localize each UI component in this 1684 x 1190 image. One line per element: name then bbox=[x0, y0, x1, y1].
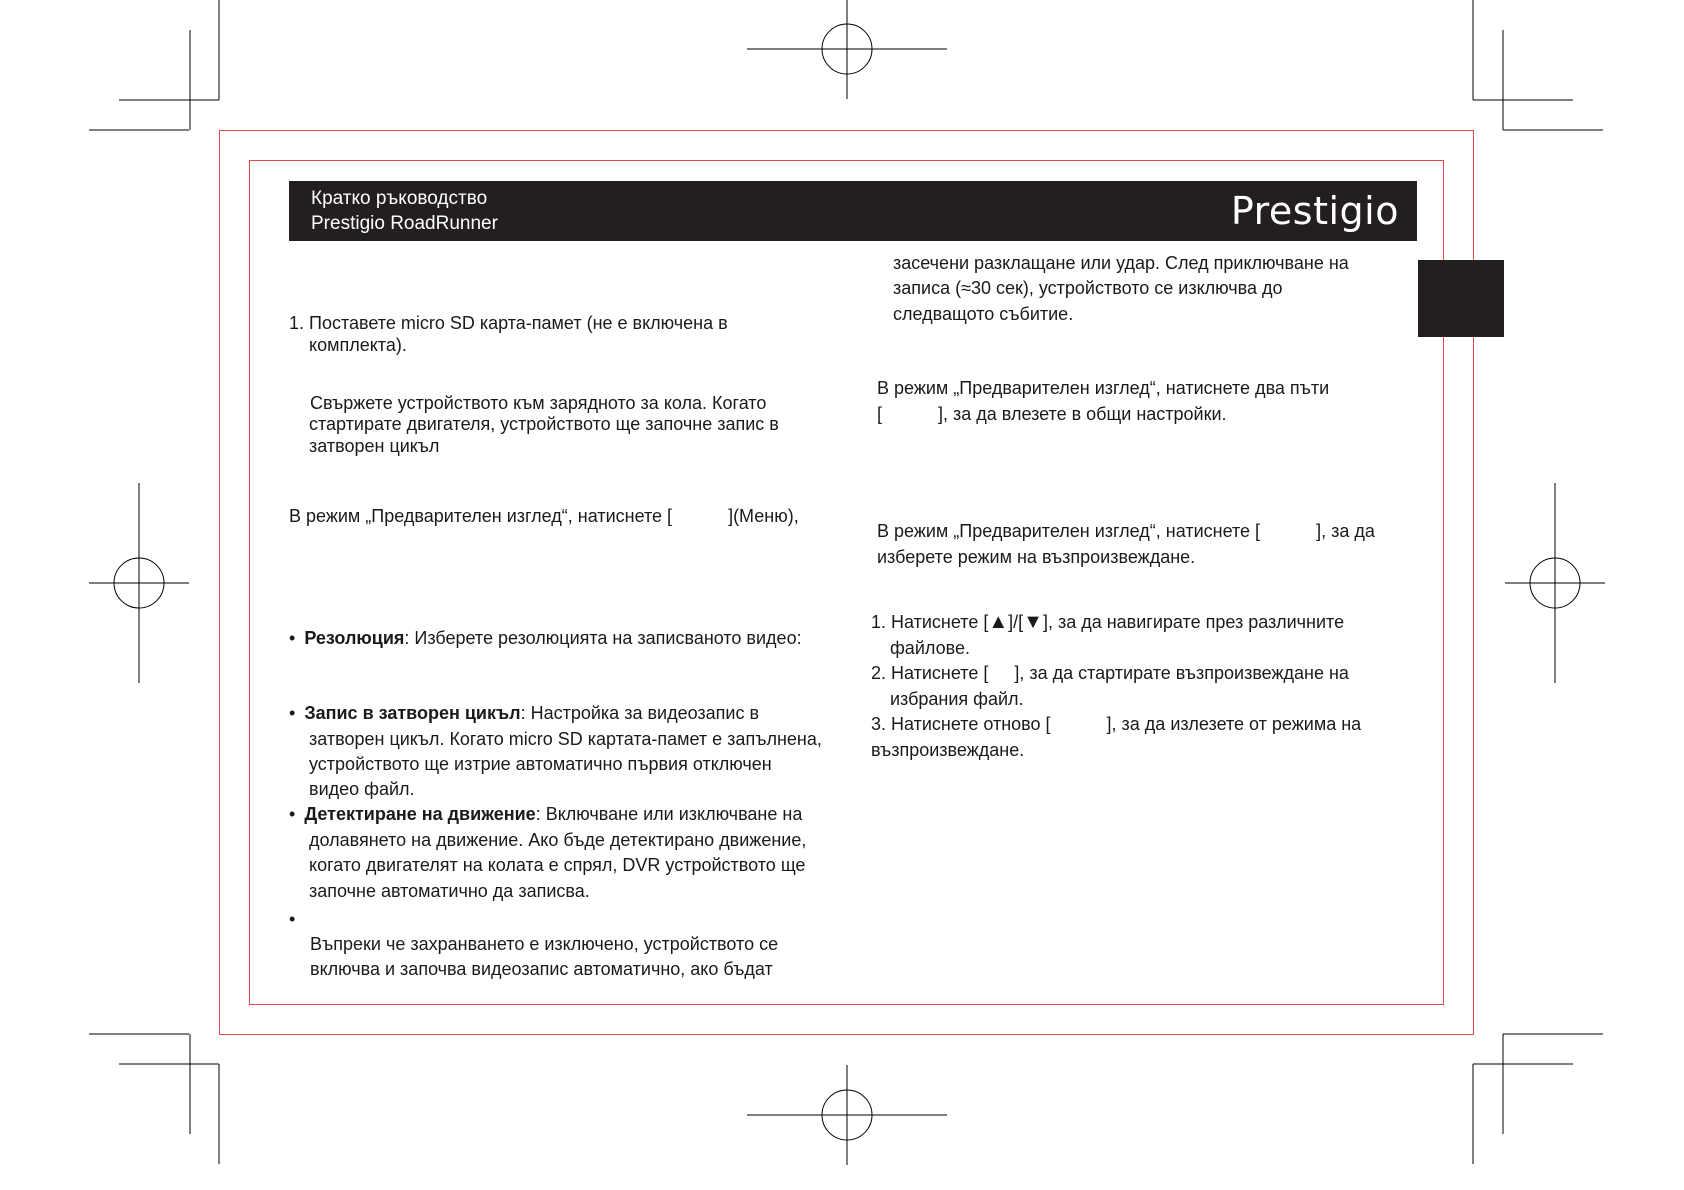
motion-line4: започне автоматично да записва. bbox=[309, 881, 590, 901]
parking-line1: Въпреки че захранването е изключено, устройството се bbox=[310, 934, 779, 954]
settings-line2 bbox=[877, 402, 1227, 428]
menu-instruction-before: В режим „Предварителен изглед“, натиснете [ bbox=[289, 506, 673, 526]
parking-line2: включва и започва видеозапис автоматично, ако бъдат bbox=[310, 959, 773, 979]
nav-step3-line2: възпроизвеждане. bbox=[871, 740, 1025, 760]
loop-line3: устройството ще изтрие автоматично първия отключен bbox=[309, 754, 772, 774]
up-arrow-icon: ▲ bbox=[988, 611, 1009, 633]
loop-desc: : Настройка за видеозапис в bbox=[520, 703, 760, 723]
loop-item bbox=[289, 701, 759, 727]
settings-bracket-open: [ bbox=[877, 404, 883, 424]
step1-line1: 1. Поставете micro SD карта-памет (не е включена в bbox=[289, 313, 728, 333]
prestigio-logo: Prestigio bbox=[1230, 189, 1399, 233]
bullet: • bbox=[289, 628, 296, 648]
page-side-tab bbox=[1418, 260, 1504, 337]
bullet: • bbox=[289, 804, 296, 824]
motion-item bbox=[289, 802, 802, 828]
parking-bullet: • bbox=[289, 909, 296, 929]
loop-line2: затворен цикъл. Когато micro SD картата-памет е запълнена, bbox=[309, 729, 822, 749]
nav-step2 bbox=[871, 661, 1349, 687]
playback-after: ], за да bbox=[1316, 521, 1375, 541]
menu-instruction-after: ](Меню), bbox=[728, 506, 799, 526]
nav-step2-line2: избрания файл. bbox=[890, 689, 1024, 709]
step1-line2: комплекта). bbox=[309, 335, 407, 355]
step2-line2: стартирате двигателя, устройството ще започне запис в bbox=[309, 414, 779, 434]
step2-line1: Свържете устройството към зарядното за кола. Когато bbox=[310, 393, 767, 413]
nav-step3-after: ], за да излезете от режима на bbox=[1106, 714, 1362, 734]
playback-line1 bbox=[877, 519, 1375, 545]
motion-desc: : Включване или изключване на bbox=[535, 804, 803, 824]
cont-line2: записа (≈30 сек), устройството се изключва до bbox=[893, 278, 1283, 298]
loop-term: Запис в затворен цикъл bbox=[304, 703, 521, 723]
cont-line1: засечени разклащане или удар. След приключване на bbox=[893, 253, 1349, 273]
cont-line3: следващото събитие. bbox=[893, 304, 1074, 324]
motion-term: Детектиране на движение bbox=[304, 804, 536, 824]
resolution-item bbox=[289, 626, 802, 652]
motion-line3: когато двигателят на колата е спрял, DVR устройството ще bbox=[309, 855, 806, 875]
nav-step2-after: ], за да стартирате възпроизвеждане на bbox=[1014, 663, 1349, 683]
step2-line3: затворен цикъл bbox=[309, 436, 440, 456]
playback-line2: изберете режим на възпроизвеждане. bbox=[877, 547, 1196, 567]
nav-step2-before: 2. Натиснете [ bbox=[871, 663, 989, 683]
nav-step1-after: ], за да навигирате през различните bbox=[1042, 612, 1345, 632]
down-arrow-icon: ▼ bbox=[1023, 611, 1043, 633]
nav-step1-before: 1. Натиснете [ bbox=[871, 612, 989, 632]
settings-line2-rest: ], за да влезете в общи настройки. bbox=[938, 404, 1227, 424]
settings-line1: В режим „Предварителен изглед“, натиснете два пъти bbox=[877, 378, 1330, 398]
bullet: • bbox=[289, 703, 296, 723]
header-title: Кратко ръководство bbox=[311, 188, 488, 209]
nav-step1-mid: ]/[ bbox=[1008, 612, 1024, 632]
nav-step3-before: 3. Натиснете отново [ bbox=[871, 714, 1051, 734]
resolution-term: Резолюция bbox=[304, 628, 405, 648]
header-product-name: Prestigio RoadRunner bbox=[311, 213, 498, 234]
loop-line4: видео файл. bbox=[309, 779, 415, 799]
header-bar bbox=[289, 181, 1417, 241]
nav-step1 bbox=[871, 610, 1344, 636]
menu-instruction bbox=[289, 504, 799, 530]
nav-step3 bbox=[871, 712, 1361, 738]
nav-step1-line2: файлове. bbox=[890, 638, 970, 658]
playback-before: В режим „Предварителен изглед“, натиснете [ bbox=[877, 521, 1261, 541]
resolution-desc: : Изберете резолюцията на записваното видео: bbox=[404, 628, 802, 648]
motion-line2: долавянето на движение. Ако бъде детектирано движение, bbox=[309, 830, 807, 850]
